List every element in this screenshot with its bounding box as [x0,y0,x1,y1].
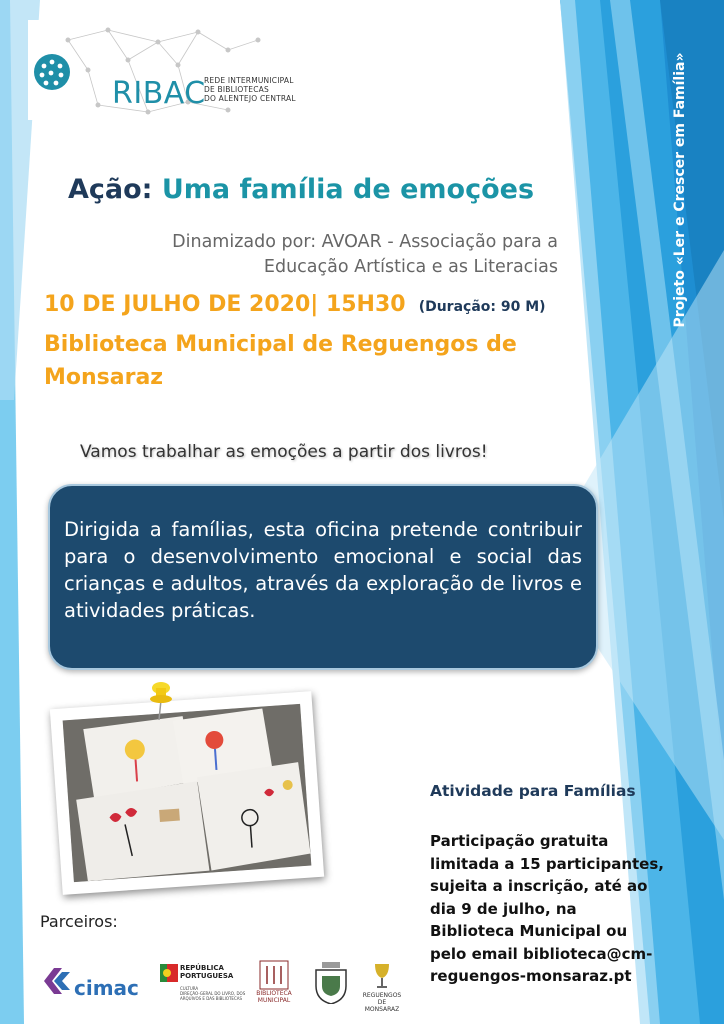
participation-line: limitada a 15 participantes, [430,854,664,873]
reguengos-line: REGUENGOS [362,992,402,999]
participation-line: sujeita a inscrição, até ao [430,877,648,895]
action-name: Uma família de emoções [161,174,535,205]
cimac-text: cimac [74,976,139,1000]
participation-line: dia 9 de julho, na [430,899,577,918]
republica-text [180,964,233,980]
activity-photo [50,691,324,895]
ribac-logo [28,20,296,120]
event-date-line [44,292,546,317]
republica-line: REPÚBLICA [180,964,224,972]
organizer-line: Educação Artística e as Literacias [263,257,558,277]
biblioteca-text [254,990,294,1004]
drawings-illustration [63,704,312,882]
logo-subtitle-line: DE BIBLIOTECAS [204,85,269,94]
reguengos-line: DE MONSARAZ [364,999,400,1013]
participation-line: Biblioteca Municipal ou [430,922,628,940]
organizer-line: Dinamizado por: AVOAR - Associação para a [172,232,558,252]
logo-subtitle-line: REDE INTERMUNICIPAL [204,76,294,85]
partners-label: Parceiros: [40,912,118,931]
biblioteca-municipal-logo [254,960,294,1008]
description-text: Dirigida a famílias, esta oficina pretende contribuir para o desenvolvimento emocional e social das crianças e adultos, através da exploração de livros e atividades práticas. [64,518,582,622]
logo-name: RIBAC [112,76,206,111]
event-venue: Biblioteca Municipal de Reguengos de Monsaraz [44,332,517,390]
cimac-mark-icon [40,964,74,998]
project-side-title: Projeto «Ler e Crescer em Família» [672,52,688,328]
municipal-coat-of-arms [312,962,352,1006]
wine-glass-icon [372,962,392,990]
description-box [48,484,598,670]
logo-subtitle-line: DO ALENTEJO CENTRAL [204,94,296,103]
event-duration: (Duração: 90 M) [418,299,546,315]
action-title [68,174,534,205]
organizer-text [38,230,558,280]
flag-icon [160,964,178,982]
cimac-logo [40,962,140,1006]
activity-type: Atividade para Famílias [430,782,636,800]
pushpin-icon [146,680,176,720]
biblioteca-line: MUNICIPAL [257,997,291,1004]
coat-of-arms-icon [312,962,350,1004]
republica-portuguesa-logo [160,964,260,1008]
republica-sub-line: CULTURA [180,986,199,991]
reguengos-text [360,992,404,1013]
logo-subtitle [204,76,296,103]
republica-line: PORTUGUESA [180,972,234,980]
event-date-time: 10 DE JULHO DE 2020| 15H30 [44,292,406,317]
participation-line: Participação gratuita [430,832,609,850]
republica-sub [180,986,260,1001]
tagline: Vamos trabalhar as emoções a partir dos livros! [80,442,488,462]
biblioteca-line: BIBLIOTECA [256,990,292,997]
participation-line: reguengos-monsaraz.pt [430,967,632,985]
action-label: Ação: [68,174,153,205]
library-building-icon [259,960,289,990]
participation-line: pelo email biblioteca@cm- [430,944,653,963]
children-drawings-photo [63,704,312,882]
reguengos-monsaraz-logo [360,962,404,1013]
participation-info [430,830,690,988]
republica-sub-line: DIREÇÃO-GERAL DO LIVRO, DOS ARQUIVOS E DAS BIBLIOTECAS [180,991,246,1001]
